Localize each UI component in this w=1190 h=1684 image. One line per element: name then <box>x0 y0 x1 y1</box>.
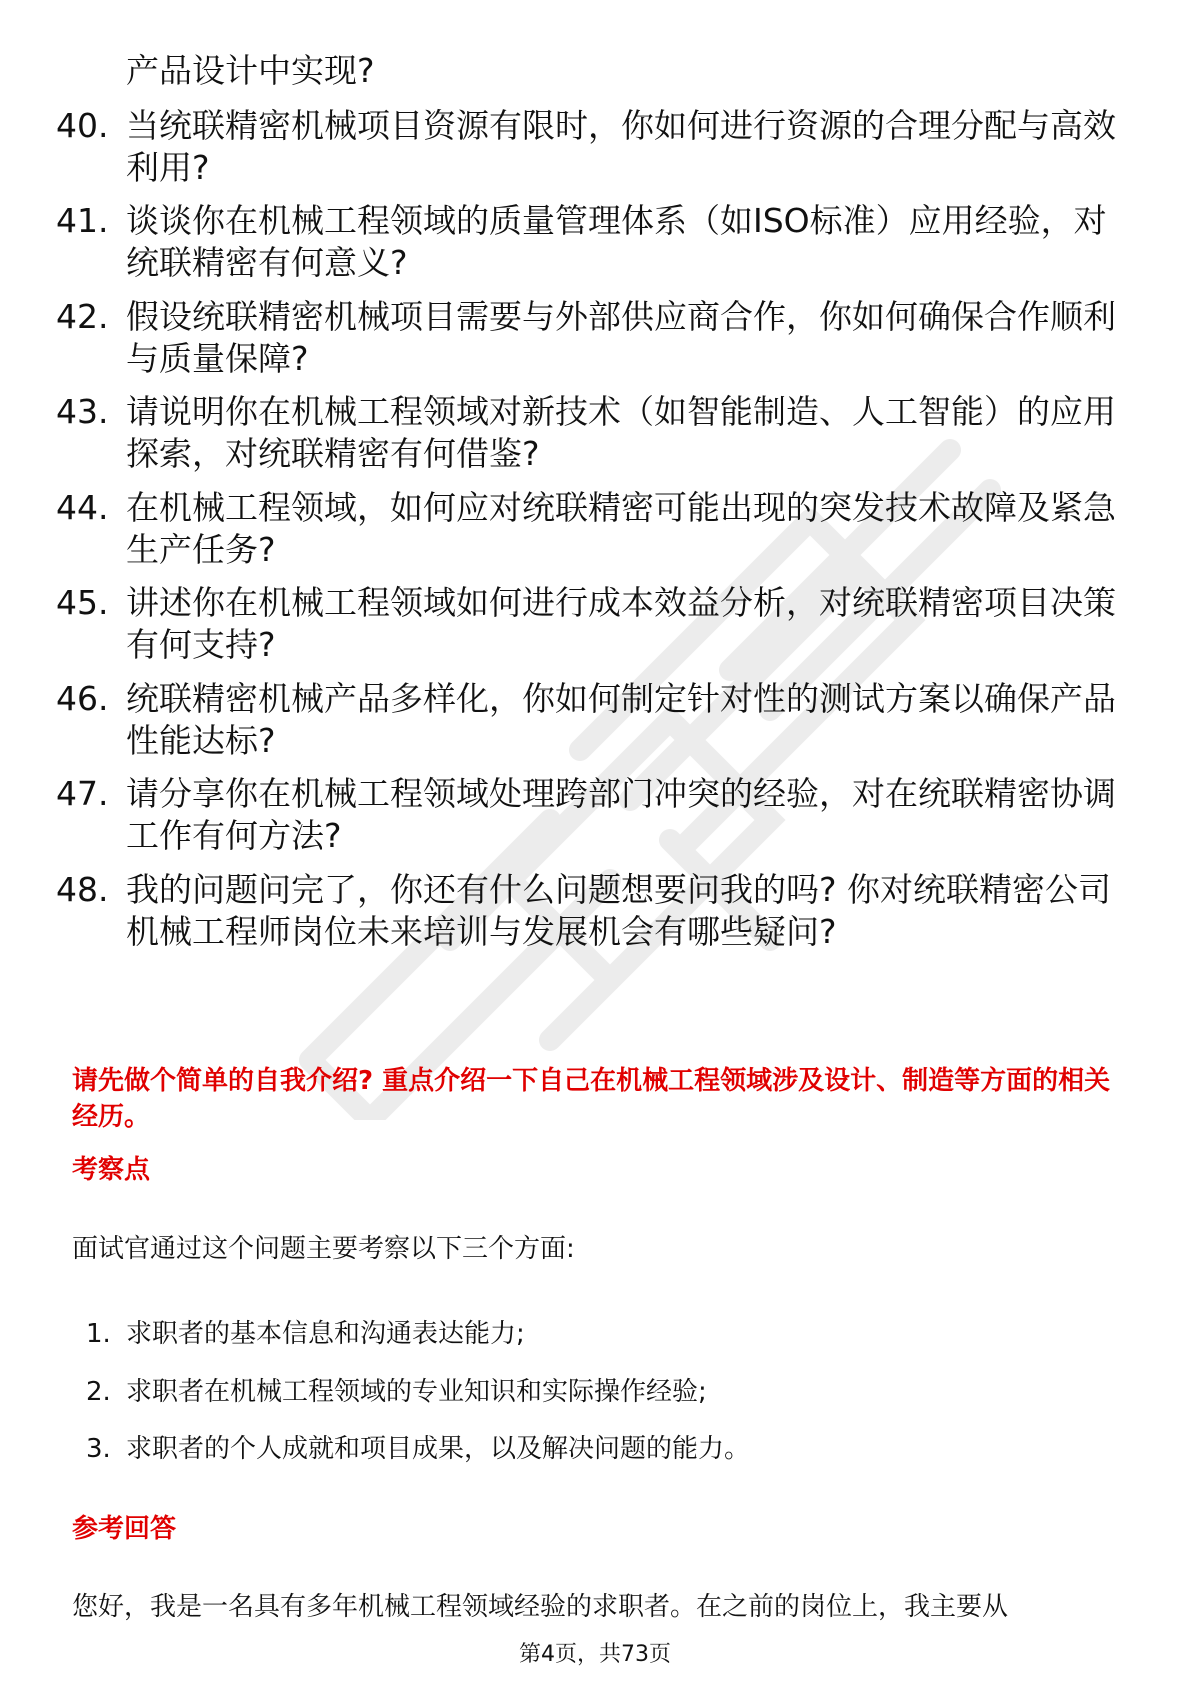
question-number: 41. <box>56 201 109 240</box>
question-item <box>56 391 1116 475</box>
answer-heading: 参考回答 <box>72 1514 177 1544</box>
answer-text: 您好，我是一名具有多年机械工程领域经验的求职者。在之前的岗位上，我主要从 <box>72 1592 1009 1622</box>
question-number: 45. <box>56 583 109 622</box>
question-text: 统联精密机械产品多样化，你如何制定针对性的测试方案以确保产品性能达标? <box>126 679 1116 760</box>
question-text: 在机械工程领域，如何应对统联精密可能出现的突发技术故障及紧急生产任务? <box>126 488 1116 569</box>
question-text: 假设统联精密机械项目需要与外部供应商合作，你如何确保合作顺利与质量保障? <box>126 297 1116 378</box>
question-text: 讲述你在机械工程领域如何进行成本效益分析，对统联精密项目决策有何支持? <box>126 583 1116 664</box>
page-footer: 第4页，共73页 <box>519 1642 671 1667</box>
focus-point-text: 求职者在机械工程领域的专业知识和实际操作经验; <box>126 1377 707 1407</box>
focus-point <box>86 1432 750 1466</box>
question-number: 42. <box>56 297 109 336</box>
focus-intro: 面试官通过这个问题主要考察以下三个方面: <box>72 1234 575 1264</box>
question-item <box>56 487 1116 571</box>
question-text: 请分享你在机械工程领域处理跨部门冲突的经验，对在统联精密协调工作有何方法? <box>126 774 1116 855</box>
focus-point-text: 求职者的个人成就和项目成果，以及解决问题的能力。 <box>126 1434 751 1464</box>
question-number: 47. <box>56 774 109 813</box>
question-number: 48. <box>56 870 109 909</box>
question-continuation: 产品设计中实现? <box>126 51 375 90</box>
focus-point-number: 1. <box>86 1319 111 1349</box>
question-item <box>56 105 1116 189</box>
question-number: 44. <box>56 488 109 527</box>
question-item <box>56 678 1116 762</box>
question-item <box>56 200 1116 284</box>
question-item <box>56 296 1116 380</box>
question-number: 46. <box>56 679 109 718</box>
question-text: 当统联精密机械项目资源有限时，你如何进行资源的合理分配与高效利用? <box>126 106 1116 187</box>
question-item <box>56 773 1116 857</box>
question-text: 请说明你在机械工程领域对新技术（如智能制造、人工智能）的应用探索，对统联精密有何借鉴? <box>126 392 1116 473</box>
focus-point-number: 3. <box>86 1434 111 1464</box>
question-number: 43. <box>56 392 109 431</box>
highlight-question: 请先做个简单的自我介绍? 重点介绍一下自己在机械工程领域涉及设计、制造等方面的相关经历。 <box>72 1066 1111 1132</box>
question-text: 谈谈你在机械工程领域的质量管理体系（如ISO标准）应用经验，对统联精密有何意义? <box>126 201 1107 282</box>
focus-point <box>86 1375 707 1409</box>
focus-point-number: 2. <box>86 1377 111 1407</box>
focus-heading: 考察点 <box>72 1155 151 1185</box>
question-item <box>56 582 1116 666</box>
question-item <box>56 869 1116 953</box>
question-number: 40. <box>56 106 109 145</box>
focus-point-text: 求职者的基本信息和沟通表达能力; <box>126 1319 525 1349</box>
focus-point <box>86 1317 525 1351</box>
question-text: 我的问题问完了，你还有什么问题想要问我的吗? 你对统联精密公司机械工程师岗位未来培训与发展机会有哪些疑问? <box>126 870 1112 951</box>
